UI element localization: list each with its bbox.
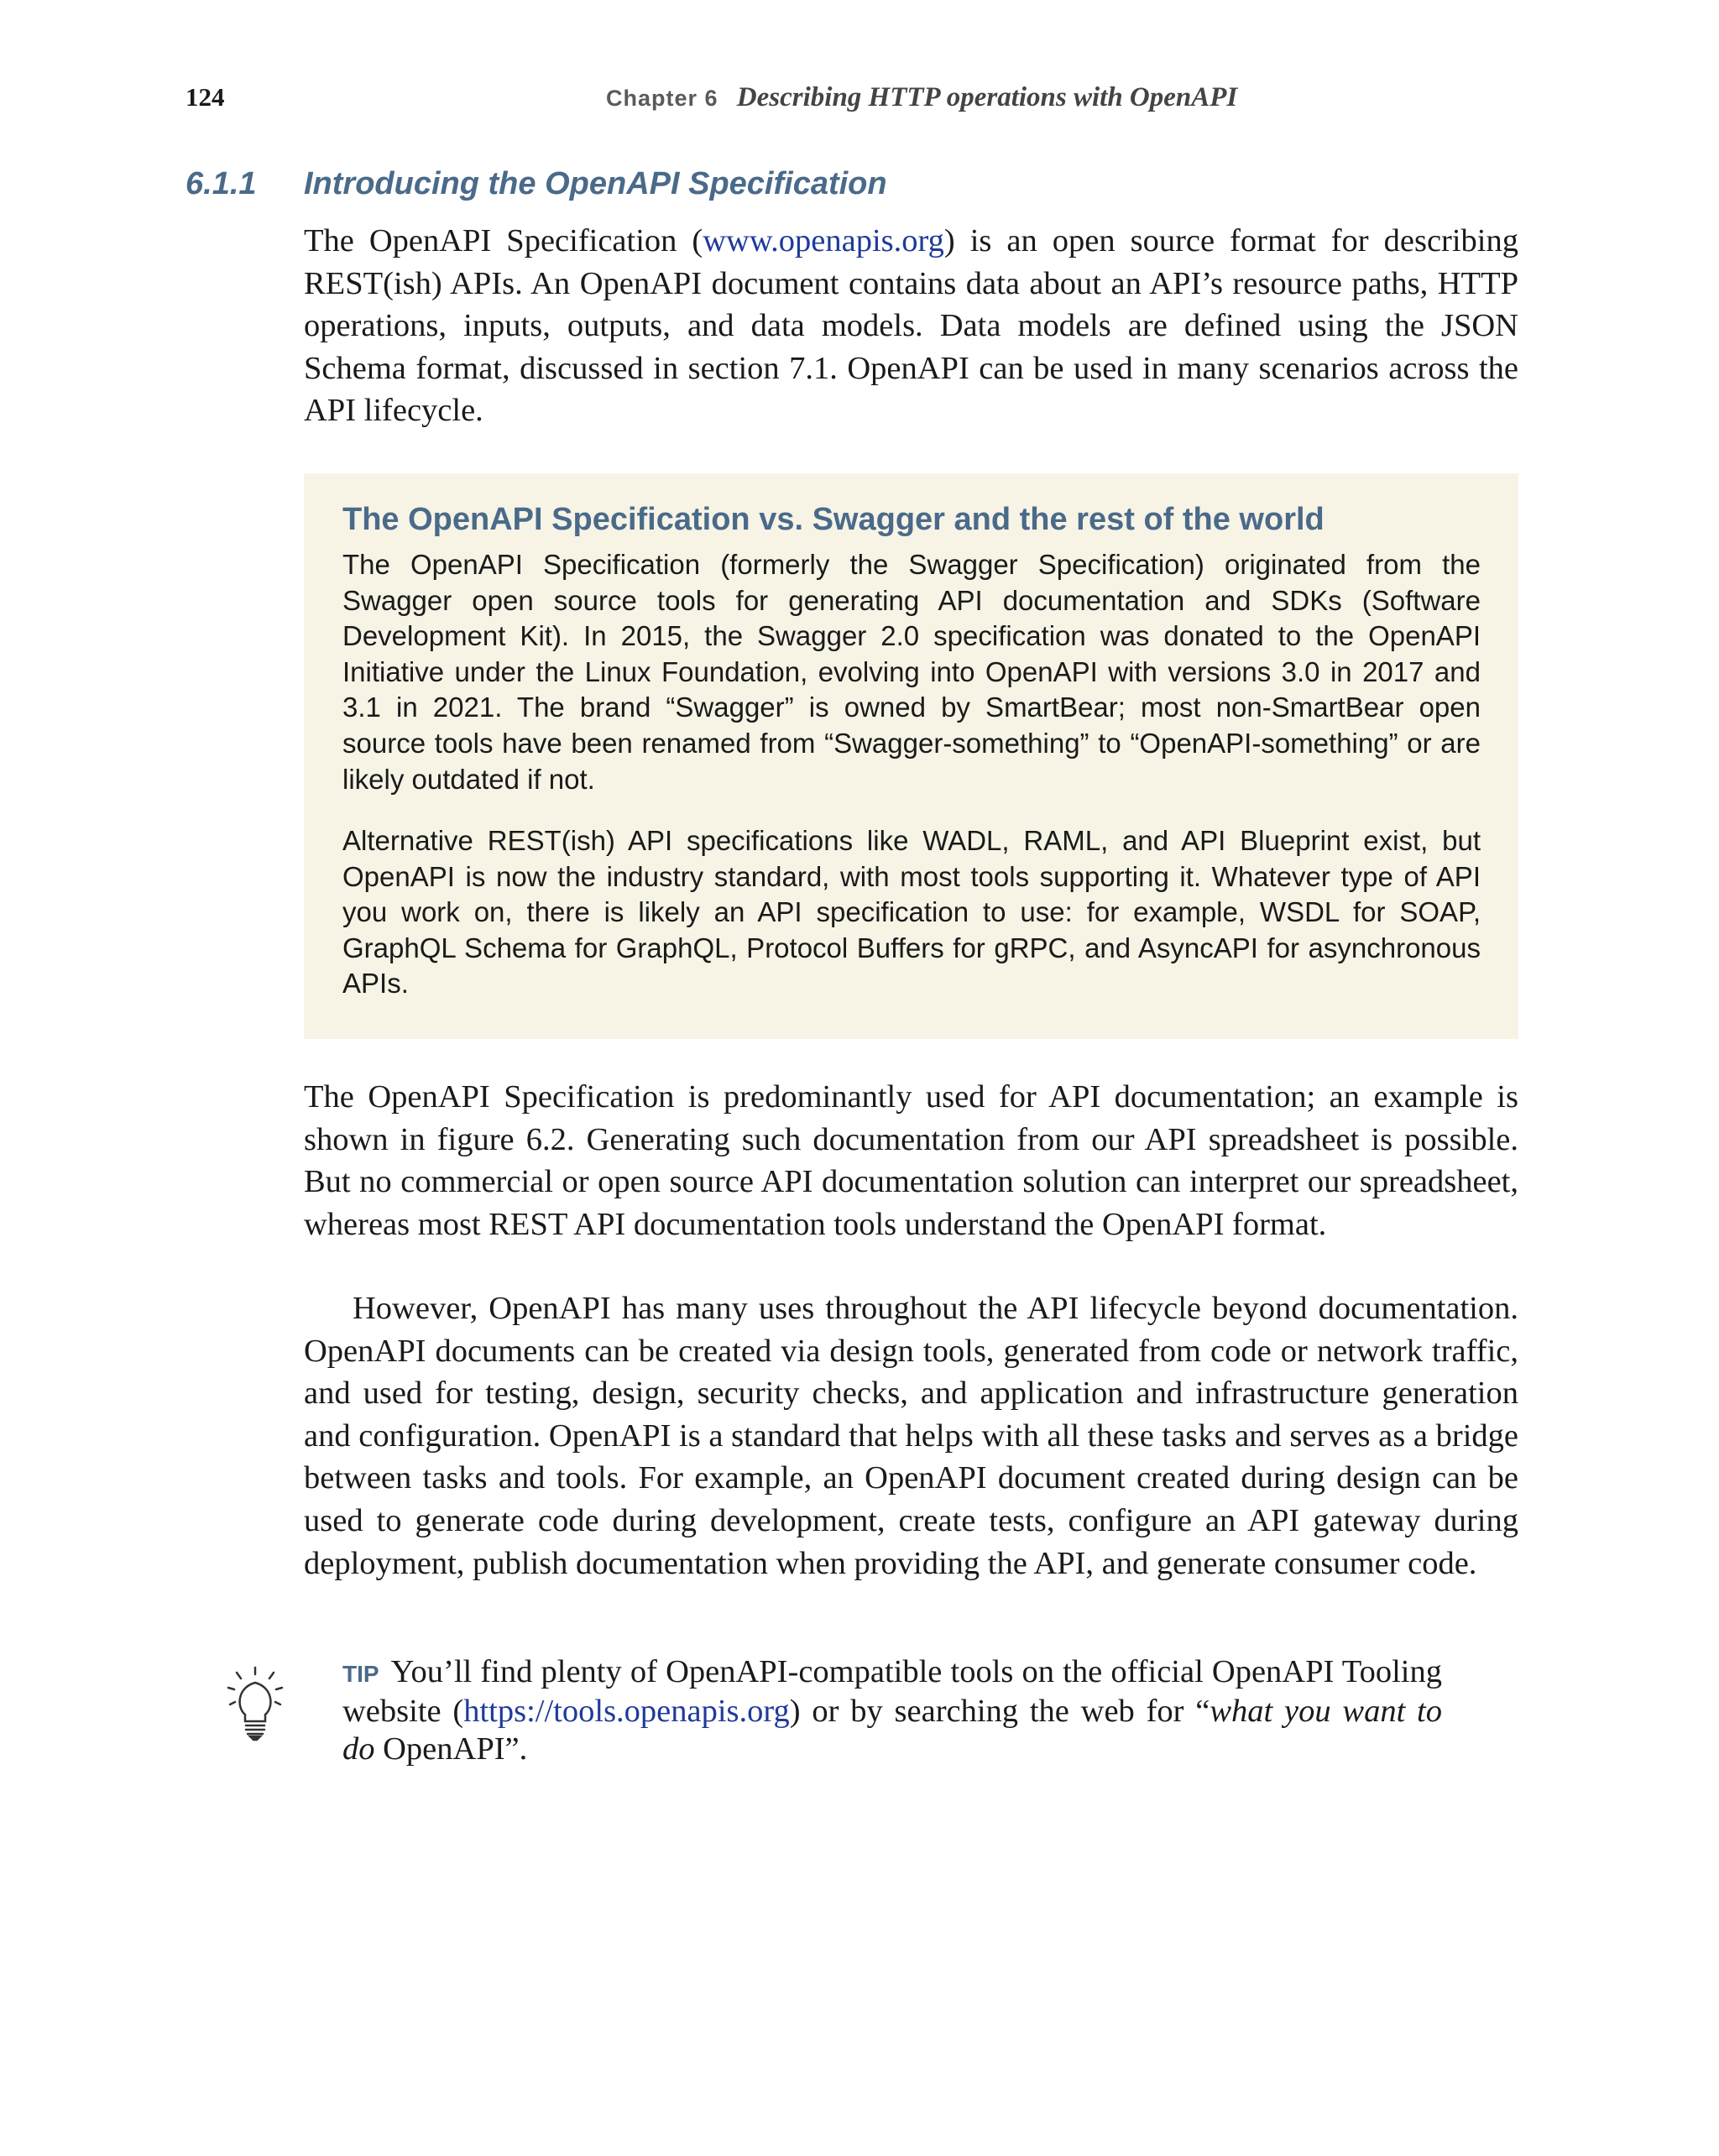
sidebar-paragraph-1: The OpenAPI Specification (formerly the Swagger Specification) originated from the Swagger open source tools for generating API documentation and SDKs (Software Development Kit). In 2015, the Swagger 2.0 specification was donated to the OpenAPI Initiative under the Linux Foundation, evolving into OpenAPI with versions 3.0 in 2017 and 3.1 in 2021. The brand “Swagger” is owned by SmartBear; most non-SmartBear open source tools have been renamed from “Swagger-something” to “OpenAPI-something” or are likely outdated if not. <box>342 549 1481 795</box>
page-number: 124 <box>185 82 225 112</box>
section-number: 6.1.1 <box>185 166 257 201</box>
chapter-label: Chapter 6 <box>606 86 718 111</box>
chapter-title: Describing HTTP operations with OpenAPI <box>736 82 1238 112</box>
running-header <box>606 82 1237 113</box>
sidebar-title: The OpenAPI Specification vs. Swagger and the rest of the world <box>342 502 1325 537</box>
tip-note: TIP You’ll find plenty of OpenAPI-compatible tools on the official OpenAPI Tooling website (https://tools.openapis.org) or by searching the web for “what you want to do OpenAPI”. <box>342 1654 1442 1767</box>
openapis-link[interactable]: www.openapis.org <box>703 223 944 258</box>
tip-label: TIP <box>342 1661 379 1687</box>
sidebar-paragraph-2: Alternative REST(ish) API specifications like WADL, RAML, and API Blueprint exist, but OpenAPI is now the industry standard, with most tools supporting it. Whatever type of API you work on, there is likely an API specification to use: for example, WSDL for SOAP, GraphQL Schema for GraphQL, Protocol Buffers for gRPC, and AsyncAPI for asynchronous APIs. <box>342 825 1481 1000</box>
body-paragraph-2: The OpenAPI Specification is predominantly used for API documentation; an example is shown in figure 6.2. Generating such documentation from our API spreadsheet is possible. But no commercial or open source API documentation solution can interpret our spreadsheet, whereas most REST API documentation tools understand the OpenAPI format. <box>304 1079 1518 1242</box>
lightbulb-icon <box>225 1666 285 1741</box>
section-title: Introducing the OpenAPI Specification <box>304 166 887 201</box>
intro-paragraph: The OpenAPI Specification (www.openapis.org) is an open source format for describing REST(ish) APIs. An OpenAPI document contains data about an API’s resource paths, HTTP operations, inputs, outputs, and data models. Data models are defined using the JSON Schema format, discussed in section 7.1. OpenAPI can be used in many scenarios across the API lifecycle. <box>304 223 1518 429</box>
body-paragraph-3: However, OpenAPI has many uses throughout the API lifecycle beyond documentation. OpenAPI documents can be created via design tools, generated from code or network traffic, and used for testing, design, security checks, and application and infrastructure generation and configuration. OpenAPI is a standard that helps with all these tasks and serves as a bridge between tasks and tools. For example, an OpenAPI document created during design can be used to generate code during development, create tests, configure an API gateway during deployment, publish documentation when providing the API, and generate consumer code. <box>304 1291 1518 1581</box>
tools-openapis-link[interactable]: https://tools.openapis.org <box>463 1694 790 1729</box>
